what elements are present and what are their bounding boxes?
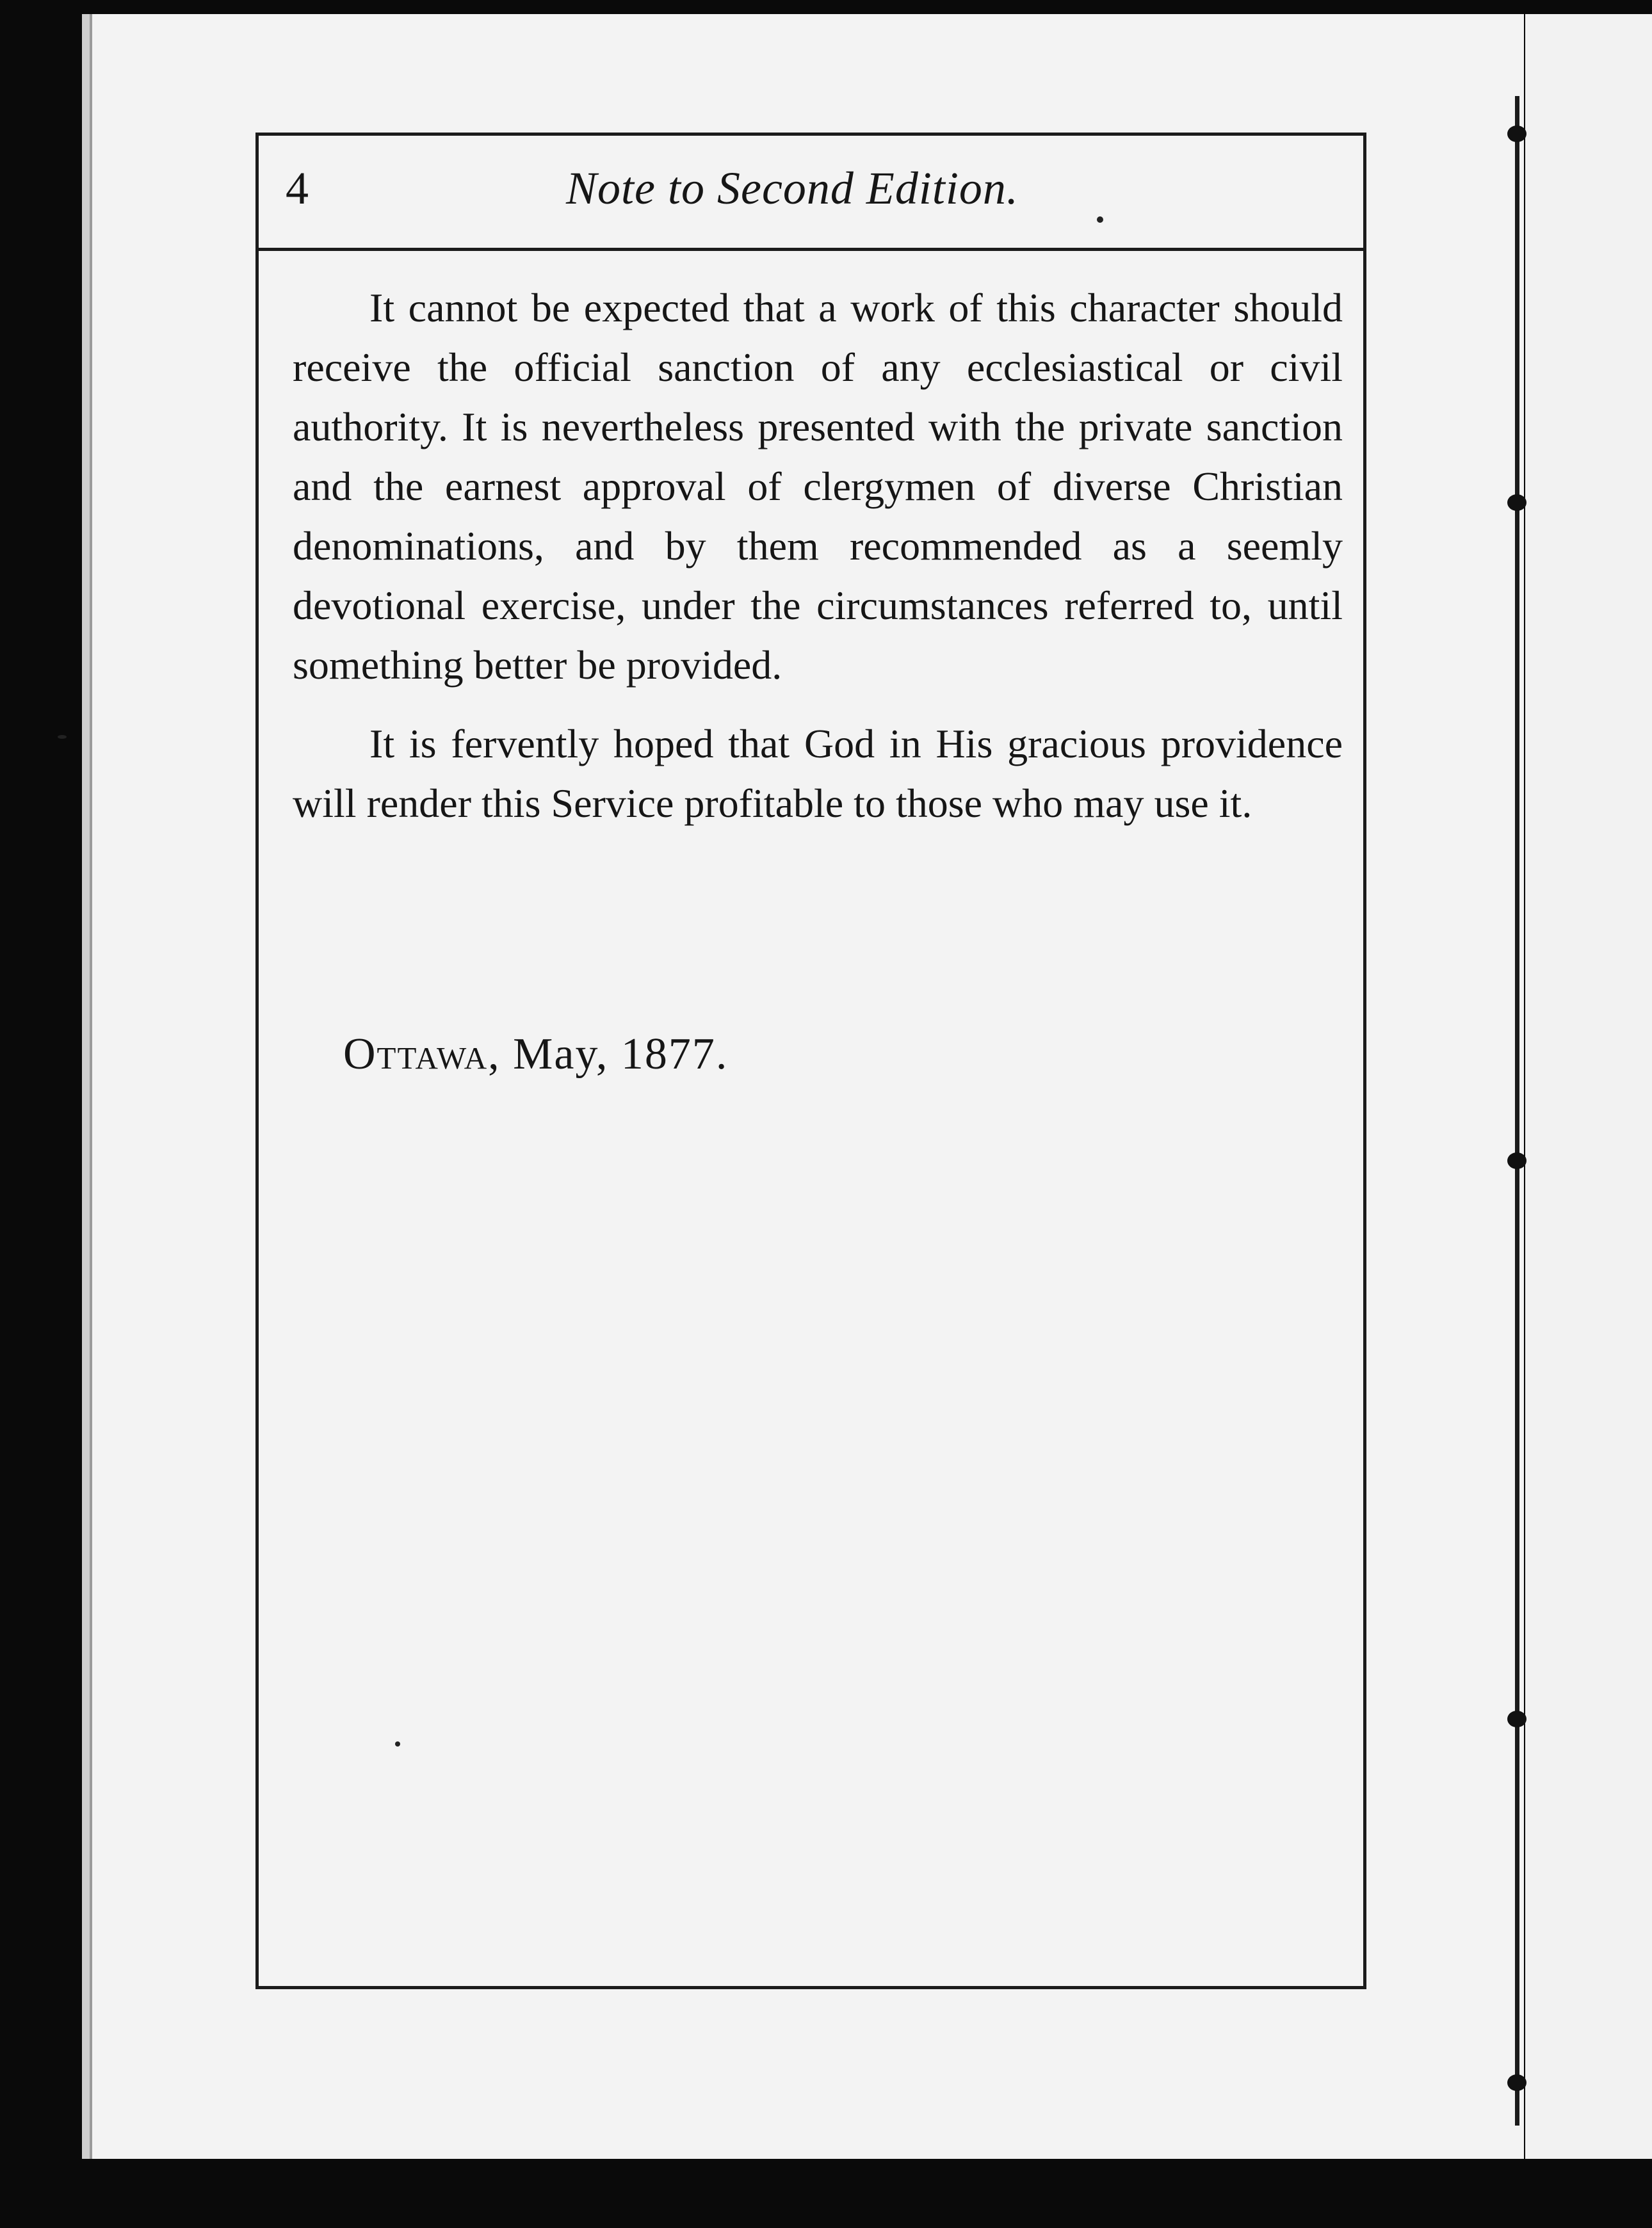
fold-mark — [1507, 2074, 1526, 2091]
paragraph: It is fervently hoped that God in His gracious providence will render this Service profitable to those who may use it. — [293, 721, 1343, 826]
body-text — [293, 278, 1343, 852]
print-speck — [58, 735, 67, 739]
fold-mark — [1507, 125, 1526, 142]
running-head — [259, 136, 1363, 251]
page-number: 4 — [286, 163, 309, 214]
fold-mark — [1507, 1711, 1526, 1727]
facing-page-edge — [1525, 14, 1652, 2159]
fold-mark — [1507, 1152, 1526, 1169]
dateline — [343, 1029, 728, 1080]
paragraph: It cannot be expected that a work of this character should receive the official sanction of any ecclesiastical or civil authority. It is nevertheless presented with the private sanction and the earnest approval of clergymen of diverse Christian denominations, and by them recommended as a seemly devotional exercise, under the circumstances referred to, until something better be provided. — [293, 285, 1343, 688]
running-head-title: Note to Second Edition. — [566, 163, 1019, 214]
printed-text-frame — [255, 133, 1366, 1989]
dateline-place: Ottawa — [343, 1029, 489, 1079]
page-fold-line — [1515, 96, 1519, 2126]
fold-mark — [1507, 494, 1526, 511]
dateline-date: , May, 1877. — [488, 1029, 729, 1079]
